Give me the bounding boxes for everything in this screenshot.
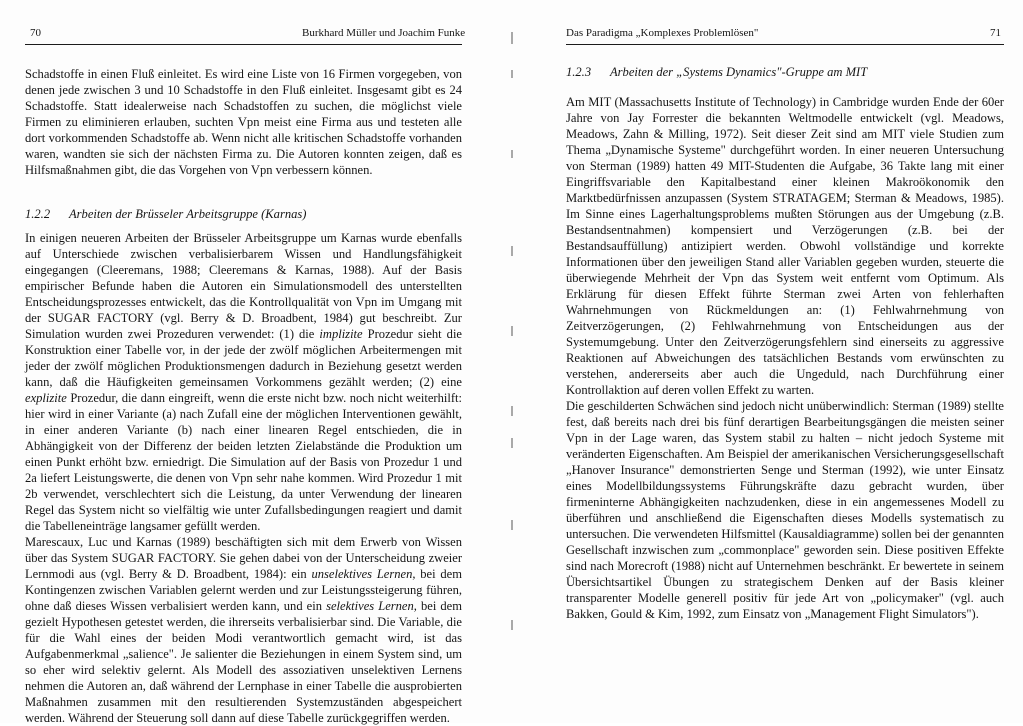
section-number: 1.2.3 [566, 65, 592, 79]
header-rule [25, 44, 462, 45]
running-head: Burkhard Müller und Joachim Funke [302, 27, 466, 39]
section-heading [25, 206, 306, 222]
paragraph: Die geschilderten Schwächen sind jedoch nicht unüberwindlich: Sterman (1989) stellte fest, daß bereits nach drei bis fünf derartigen Bearbeitungsgängen die meisten seiner Vpn in der Lage waren, das System stabil zu halten – nicht jedoch Systeme mit veränderten Eigenschaften. Am Beispiel der amerikanischen Versicherungsgesellschaft „Hanover Insurance" demonstrierten Senge und Sterman (1992), wie unter Einsatz eines Modellbildungssystems Führungskräfte dazu gebracht wurden, über firmeninterne Abhängigkeiten nachzudenken, diese in ein angemessenes Modell zu überführen und anschließend die Eigenschaften dieses Modells systematisch zu untersuchen. Die verwendeten Hilfsmittel (Kausaldiagramme) sollen bei der genannten Gesellschaft inzwischen zum „commonplace" geworden sein. Diese positiven Effekte sind nach Morecroft (1988) nicht auf Unternehmen beschränkt. Er bewertete in seinem Übersichtsartikel Übungen zu strategischem Denken auf der Basis kleiner transparenter Modelle generell positiv für jede Art von „policymaker" (vgl. auch Bakken, Gould & Kim, 1992, zum Einsatz von „Management Flight Simulators"). [566, 399, 1004, 621]
section-title: Arbeiten der „Systems Dynamics"-Gruppe am MIT [610, 65, 868, 79]
gutter-marks [509, 20, 515, 710]
intro-paragraph: Schadstoffe in einen Fluß einleitet. Es wird eine Liste von 16 Firmen vorgegeben, von denen jede zwischen 3 und 10 Schadstoffe in den Fluß einleitet. Insgesamt gibt es 24 Schadstoffe. Statt idealerweise nach Schadstoffen zu suchen, die möglichst viele Firmen zu eliminieren erlauben, suchten Vpn meist eine Firma aus und testeten alle dort vorkommenden Schadstoffe ab. Wenn nicht alle kritischen Schadstoffe vorhanden waren, wandten sie sich der nächsten Firma zu. Die Autoren konnten zeigen, daß es Hilfsmaßnahmen gibt, die das Vorgehen von Vpn verbessern können. [25, 67, 462, 177]
section-number: 1.2.2 [25, 207, 51, 221]
body-text [566, 94, 1004, 622]
paragraph: Marescaux, Luc und Karnas (1989) beschäftigten sich mit dem Erwerb von Wissen über das System SUGAR FACTORY. Sie gehen dabei von der Unterscheidung zweier Lernmodi aus (vgl. Berry & D. Broadbent, 1984): ein unselektives Lernen, bei dem Kontingenzen zwischen Variablen gelernt werden und zur Leistungssteigerung führen, ohne daß dieses Wissen verbalisiert werden kann, und ein selektives Lernen, bei dem gezielt Hypothesen getestet werden, die ihrerseits verbalisierbar sind. Die Variable, die für die Wahl eines der beiden Modi verantwortlich gemacht wird, ist das Aufgabenmerkmal „salience". Je salienter die Beziehungen in einem System sind, um so eher wird selektiv gelernt. Als Modell des assoziativen unselektiven Lernens nehmen die Autoren an, daß während der Lernphase in einer Tabelle die ausprobierten Maßnahmen zusammen mit den resultierenden Systemzuständen abgespeichert werden. Während der Steuerung soll dann auf diese Tabelle zurückgegriffen werden. [25, 535, 462, 725]
header-rule [566, 44, 1004, 45]
section-heading [566, 64, 867, 80]
section-title: Arbeiten der Brüsseler Arbeitsgruppe (Karnas) [69, 207, 307, 221]
paragraph: In einigen neueren Arbeiten der Brüsseler Arbeitsgruppe um Karnas wurde ebenfalls auf Unterschiede zwischen verbalisierbarem Wissen und Handlungsfähigkeit eingegangen (Cleeremans, 1988; Cleeremans & Karnas, 1988). Auf der Basis empirischer Befunde haben die Autoren ein Simulationsmodell des unterstellten Entscheidungsprozesses entwickelt, das die Kontrollqualität von Vpn im Umgang mit der SUGAR FACTORY (vgl. Berry & D. Broadbent, 1984) gut beschreibt. Zur Simulation wurden zwei Prozeduren verwendet: (1) die implizite Prozedur sieht die Konstruktion einer Tabelle vor, in der jede der zwölf möglichen Arbeitermengen mit jeder der zwölf möglichen Produktionsmengen dadurch in Beziehung gesetzt werden kann, daß die Häufigkeiten gemeinsamen Vorkommens gezählt werden; (2) eine explizite Prozedur, die dann eingreift, wenn die erste nicht bzw. noch nicht weiterhilft: hier wird in einer Variante (a) nach Zufall eine der möglichen Interventionen gewählt, in einer anderen Variante (b) nach einer linearen Regel entschieden, die in Abhängigkeit von der Differenz der beiden letzten Zielabstände die Produktion um einen Punkt erhöht bzw. erniedrigt. Die Simulation auf der Basis von Prozedur 1 und 2a liefert Leistungswerte, die denen von Vpn sehr nahe kommen. Wird Prozedur 1 mit 2b verwendet, verschlechtert sich die Leistung, da unter Verwendung der linearen Regel das System nicht so vielfältig wie unter Zufallsbedingungen reagiert und damit die Tabelleneinträge langsamer gefüllt werden. [25, 231, 463, 533]
paragraph: Am MIT (Massachusetts Institute of Technology) in Cambridge wurden Ende der 60er Jahre von Jay Forrester die bekannten Weltmodelle entwickelt (vgl. Meadows, Meadows, Zahn & Milling, 1972). Seit dieser Zeit sind am MIT viele Studien zum Thema „Dynamische Systeme" durchgeführt worden. In einer neueren Untersuchung von Sterman (1989) hatten 49 MIT-Studenten die Aufgabe, 36 Takte lang mit einer Eingriffsvariable den Kapitalbestand einer kleinen Makroökonomik den Marktbedürfnissen anzupassen (System STRATAGEM; Sterman & Meadows, 1985). Im Sinne eines Lagerhaltungsproblems mußten Störungen aus der Umgebung (z.B. Bestandsentnahmen) kompensiert und Verzögerungen (z.B. bei der Bestandsauffüllung) antizipiert werden. Obwohl vollständige und korrekte Informationen über den jeweiligen Stand aller Variablen gegeben wurden, steuerte die überwiegende Mehrheit der Vpn das System weit entfernt vom Optimum. Als Erklärung für diesen Effekt führte Sterman zwei Arten von fehlerhaften Wahrnehmungen von Rückmeldungen an: (1) Fehlwahrnehmung von Zeitverzögerungen, (2) Fehlwahrnehmung von Entscheidungen aus der Systemumgebung. Unter den Zeitverzögerungsfehlern sind einerseits zu aggressive Reaktionen auf Abweichungen des tatsächlichen Bestands vom erwünschten zu verstehen, andererseits aber auch die Ungeduld, nach Durchführung einer Kontrollaktion auf deren vollen Effekt zu warten. [566, 95, 1004, 397]
body-text [25, 230, 462, 726]
page-number: 71 [990, 27, 1001, 39]
page-number: 70 [30, 27, 41, 39]
running-head: Das Paradigma „Komplexes Problemlösen" [566, 27, 759, 39]
